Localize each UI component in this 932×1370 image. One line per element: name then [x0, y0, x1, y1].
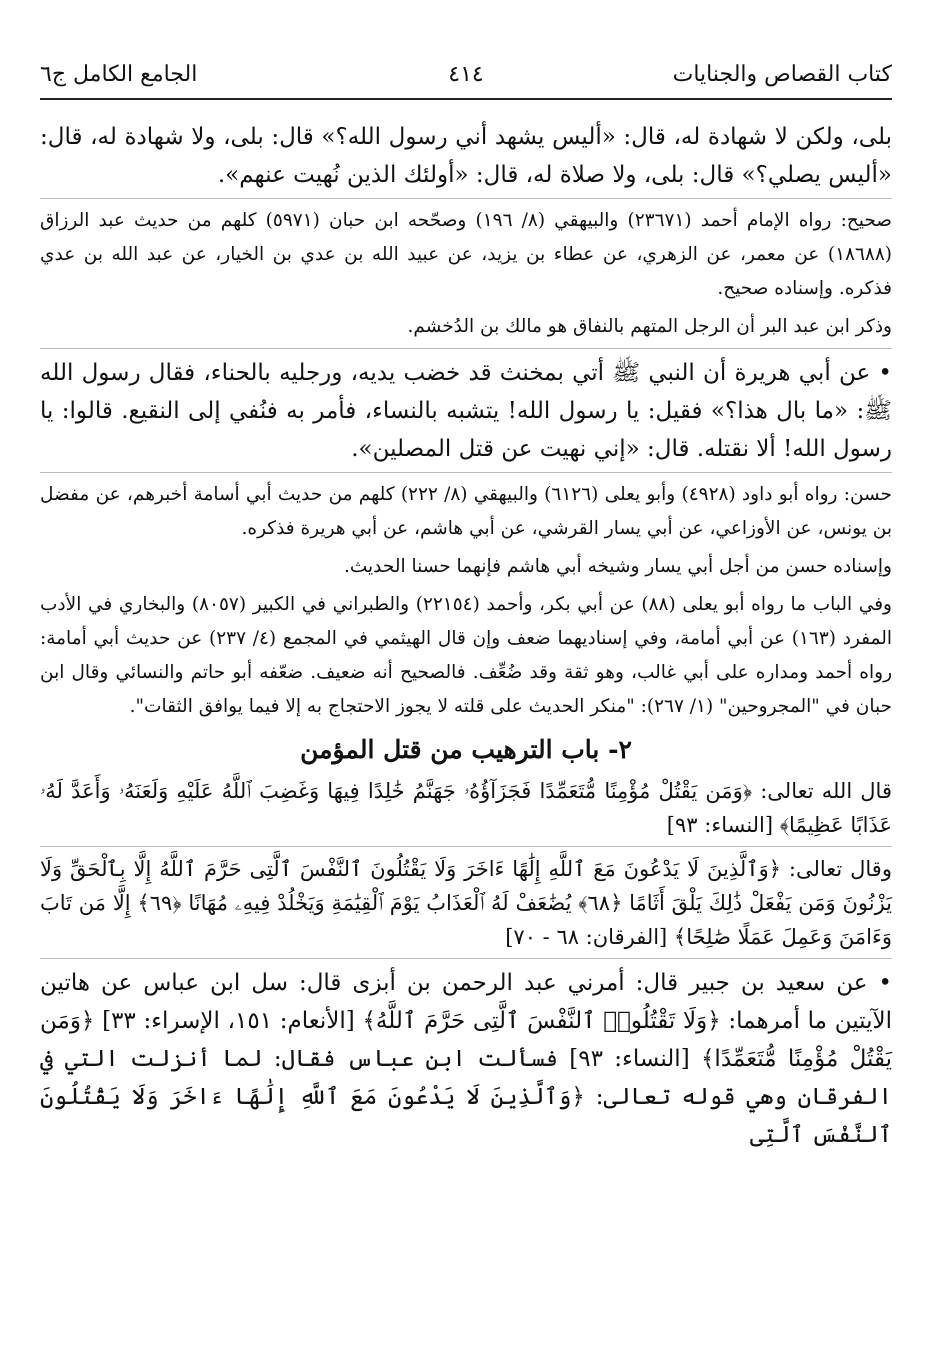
quran-verse-block: وقال تعالى: ﴿وَٱلَّذِينَ لَا يَدْعُونَ مَعَ ٱللَّهِ إِلَٰهًا ءَاخَرَ وَلَا يَقْتُلُونَ ٱلنَّفْسَ ٱلَّتِى حَرَّمَ ٱللَّهُ إِلَّا بِٱلْحَقِّ وَلَا يَزْنُونَ وَمَن يَفْعَلْ ذَٰلِكَ يَلْقَ أَثَامًا ﴿٦٨﴾ يُضَٰعَفْ لَهُ ٱلْعَذَابُ يَوْمَ ٱلْقِيَٰمَةِ وَيَخْلُدْ فِيهِۦ مُهَانًا ﴿٦٩﴾ إِلَّا مَن تَابَ وَءَامَنَ وَعَمِلَ عَمَلًا صَٰلِحًا﴾ [الفرقان: ٦٨ - ٧٠] [40, 857, 892, 949]
commentary-note: وذكر ابن عبد البر أن الرجل المتهم بالنفاق هو مالك بن الدُخشم. [407, 316, 892, 337]
isnad-grading-note: وإسناده حسن من أجل أبي يسار وشيخه أبي هاشم فإنهما حسنا الحديث. [343, 556, 892, 577]
takhrij-note: صحيح: رواه الإمام أحمد (٢٣٦٧١) والبيهقي (٨/ ١٩٦) وصحّحه ابن حبان (٥٩٧١) كلهم من حديث عبد الرزاق (١٨٦٨٨) عن معمر، عن الزهري، عن عطاء بن يزيد، عن عبيد الله بن عدي بن الخيار، عن عبد الله بن عدي فذكره. وإسناده صحيح. [40, 210, 892, 299]
takhrij-note: حسن: رواه أبو داود (٤٩٢٨) وأبو يعلى (٦١٢٦) والبيهقي (٨/ ٢٢٢) كلهم من حديث أبي أسامة أخبرهم، عن مفضل بن يونس، عن الأوزاعي، عن أبي يسار القرشي، عن أبي هاشم، عن أبي هريرة فذكره. [40, 484, 892, 539]
separator [40, 348, 892, 349]
hadith-text: • عن سعيد بن جبير قال: أمرني عبد الرحمن بن أبزى قال: سل ابن عباس عن هاتين الآيتين ما أمرهما: ﴿وَلَا تَقْتُلُوا۟ ٱلنَّفْسَ ٱلَّتِى حَرَّمَ ٱللَّهُ﴾ [الأنعام: ١٥١، الإسراء: ٣٣] ﴿وَمَن يَقْتُلْ مُؤْمِنًا مُّتَعَمِّدًا﴾ [النساء: ٩٣] فسألت ابن عباس فقال: لما أنزلت التي في الفرقان وهي قوله تعالى: ﴿وَٱلَّذِينَ لَا يَدْعُونَ مَعَ ٱللَّهِ إِلَٰهًا ءَاخَرَ وَلَا يَقْتُلُونَ ٱلنَّفْسَ ٱلَّتِى [40, 970, 892, 1148]
hadith-text: • عن أبي هريرة أن النبي ﷺ أتي بمخنث قد خضب يديه، ورجليه بالحناء، فقال رسول الله ﷺ: «ما بال هذا؟» فقيل: يا رسول الله! يتشبه بالنساء، فأمر به فنُفي إلى النقيع. قالوا: يا رسول الله! ألا نقتله. قال: «إني نهيت عن قتل المصلين». [40, 360, 892, 462]
related-narrations-note: وفي الباب ما رواه أبو يعلى (٨٨) عن أبي بكر، وأحمد (٢٢١٥٤) والطبراني في الكبير (٨٠٥٧) والبخاري في الأدب المفرد (١٦٣) عن أبي أمامة، وفي إسناديهما ضعف وإن قال الهيثمي في المجمع (٤/ ٢٣٧) عن حديث أبي أمامة: رواه أحمد ومداره على أبي غالب، وهو ثقة وقد ضُعِّف. فالصحيح أنه ضعيف. ضعّفه أبو حاتم والنسائي وقال ابن حبان في "المجروحين" (١/ ٢٦٧): "منكر الحديث على قلته لا يجوز الاحتجاج به إلا فيما يوافق الثقات". [40, 594, 892, 717]
page-body [40, 118, 892, 1158]
page-header [40, 58, 892, 100]
separator [40, 472, 892, 473]
hadith-text-continued: بلى، ولكن لا شهادة له، قال: «أليس يشهد أني رسول الله؟» قال: بلى، ولا شهادة له، قال: «أليس يصلي؟» قال: بلى، ولا صلاة له، قال: «أولئك الذين نُهيت عنهم». [40, 124, 892, 188]
section-title: كتاب القصاص والجنايات [672, 62, 892, 87]
separator [40, 198, 892, 199]
quran-verse-block: قال الله تعالى: ﴿وَمَن يَقْتُلْ مُؤْمِنًا مُّتَعَمِّدًا فَجَزَآؤُهُۥ جَهَنَّمُ خَٰلِدًا فِيهَا وَغَضِبَ ٱللَّهُ عَلَيْهِ وَلَعَنَهُۥ وَأَعَدَّ لَهُۥ عَذَابًا عَظِيمًا﴾ [النساء: ٩٣] [40, 779, 892, 837]
separator [40, 958, 892, 959]
separator [40, 846, 892, 847]
chapter-title: ٢- باب الترهيب من قتل المؤمن [300, 735, 632, 764]
page-number: ٤١٤ [448, 62, 484, 87]
book-title: الجامع الكامل ج٦ [40, 62, 198, 87]
